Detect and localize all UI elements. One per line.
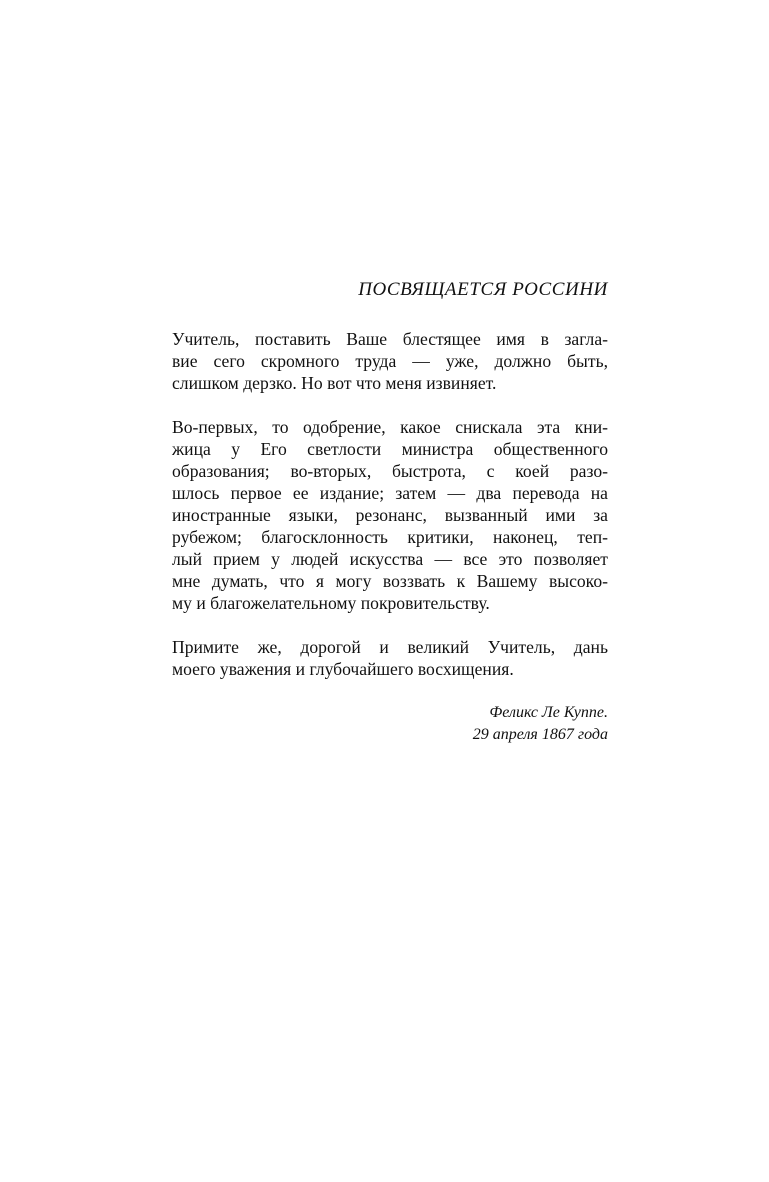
text-line: шлось первое ее издание; затем — два перевода на xyxy=(172,483,608,503)
text-line: му и благожелательному покровительству. xyxy=(172,593,490,613)
text-line: вие сего скромного труда — уже, должно быть, xyxy=(172,351,608,371)
dedication-page xyxy=(172,270,608,746)
text-line: иностранные языки, резонанс, вызванный ими за xyxy=(172,505,608,525)
text-line: моего уважения и глубочайшего восхищения. xyxy=(172,659,514,679)
signature-block xyxy=(172,702,608,746)
text-line: мне думать, что я могу воззвать к Вашему высоко- xyxy=(172,571,608,591)
text-line: рубежом; благосклонность критики, наконец, теп- xyxy=(172,527,608,547)
text-line: Во-первых, то одобрение, какое снискала эта кни- xyxy=(172,417,608,437)
signature-author: Феликс Ле Куппе. xyxy=(489,704,608,721)
text-line: Примите же, дорогой и великий Учитель, дань xyxy=(172,637,608,657)
text-line: слишком дерзко. Но вот что меня извиняет. xyxy=(172,373,497,393)
signature-date: 29 апреля 1867 года xyxy=(472,726,608,743)
paragraph-3 xyxy=(172,636,608,680)
text-line: лый прием у людей искусства — все это позволяет xyxy=(172,549,608,569)
dedication-heading: ПОСВЯЩАЕТСЯ РОССИНИ xyxy=(358,279,608,300)
text-line: жица у Его светлости министра общественного xyxy=(172,439,608,459)
text-line: образования; во-вторых, быстрота, с коей разо- xyxy=(172,461,608,481)
paragraph-2 xyxy=(172,416,608,614)
text-line: Учитель, поставить Ваше блестящее имя в загла- xyxy=(172,329,608,349)
paragraph-1 xyxy=(172,328,608,394)
